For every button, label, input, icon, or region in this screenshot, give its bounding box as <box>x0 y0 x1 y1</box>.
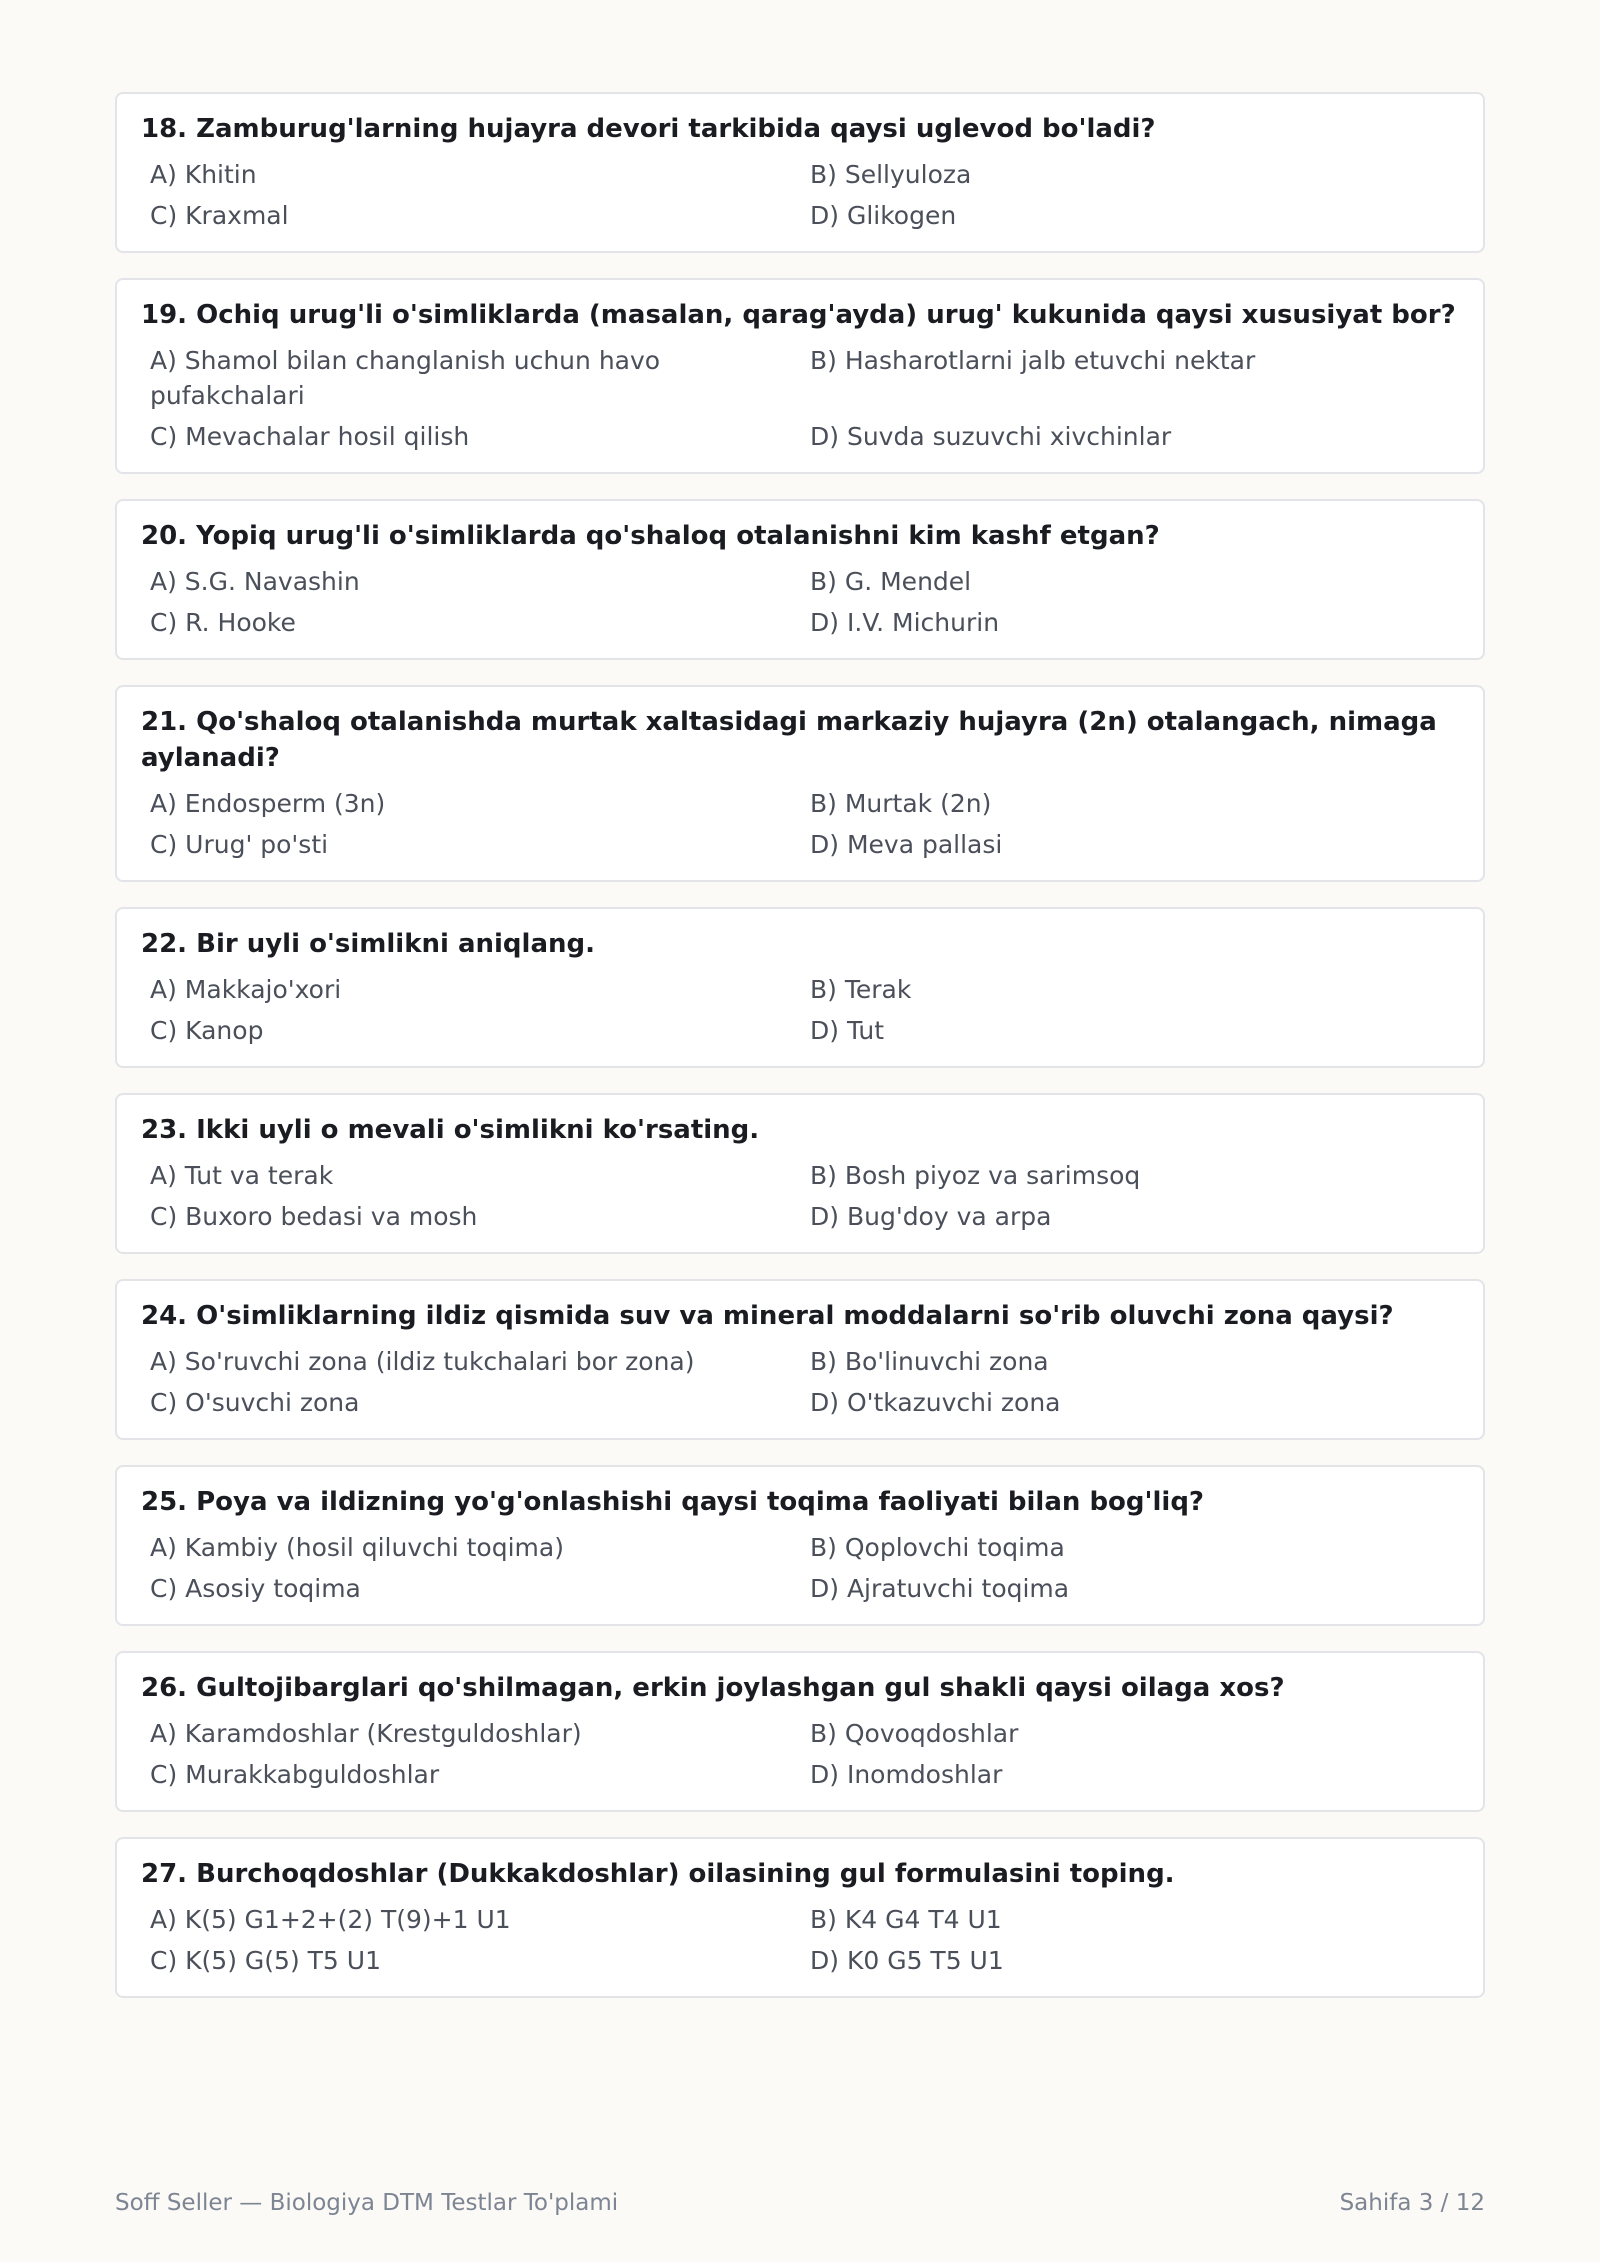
question-number: 23. <box>141 1115 188 1145</box>
question-card <box>115 907 1485 1068</box>
answer-options <box>141 1344 1459 1420</box>
answer-option: B) Murtak (2n) <box>810 789 992 818</box>
answer-option: B) Hasharotlarni jalb etuvchi nektar <box>810 346 1256 375</box>
question-card <box>115 685 1485 882</box>
answer-options <box>141 1716 1459 1792</box>
question-card <box>115 1279 1485 1440</box>
question-text: Gultojibarglari qo'shilmagan, erkin joylashgan gul shakli qaysi oilaga xos? <box>196 1673 1285 1703</box>
answer-option: D) I.V. Michurin <box>810 608 1000 637</box>
answer-option: C) O'suvchi zona <box>150 1388 360 1417</box>
question-text: Poya va ildizning yo'g'onlashishi qaysi toqima faoliyati bilan bog'liq? <box>196 1487 1205 1517</box>
question-number: 25. <box>141 1487 188 1517</box>
answer-option: A) Kambiy (hosil qiluvchi toqima) <box>150 1533 564 1562</box>
question-number: 19. <box>141 300 188 330</box>
answer-option: B) Terak <box>810 975 912 1004</box>
answer-option: A) Makkajo'xori <box>150 975 342 1004</box>
question-title <box>141 1856 1459 1892</box>
question-title <box>141 1112 1459 1148</box>
question-title <box>141 1670 1459 1706</box>
answer-options <box>141 1530 1459 1606</box>
answer-option: B) G. Mendel <box>810 567 972 596</box>
answer-option: A) Endosperm (3n) <box>150 789 386 818</box>
question-card <box>115 1837 1485 1998</box>
answer-option: B) Bosh piyoz va sarimsoq <box>810 1161 1141 1190</box>
answer-option: D) O'tkazuvchi zona <box>810 1388 1061 1417</box>
question-number: 21. <box>141 707 188 737</box>
question-number: 27. <box>141 1859 188 1889</box>
answer-option: C) Mevachalar hosil qilish <box>150 422 470 451</box>
question-title <box>141 1484 1459 1520</box>
question-card <box>115 499 1485 660</box>
answer-option: C) R. Hooke <box>150 608 296 637</box>
question-title <box>141 111 1459 147</box>
question-text: Ochiq urug'li o'simliklarda (masalan, qarag'ayda) urug' kukunida qaysi xususiyat bor? <box>196 300 1456 330</box>
question-text: Bir uyli o'simlikni aniqlang. <box>196 929 595 959</box>
question-title <box>141 704 1459 776</box>
answer-option: D) Suvda suzuvchi xivchinlar <box>810 422 1172 451</box>
answer-option: A) Shamol bilan changlanish uchun havo pufakchalari <box>150 346 661 410</box>
answer-option: A) S.G. Navashin <box>150 567 360 596</box>
answer-option: D) Inomdoshlar <box>810 1760 1003 1789</box>
answer-options <box>141 564 1459 640</box>
answer-option: B) Qoplovchi toqima <box>810 1533 1065 1562</box>
answer-option: D) K0 G5 T5 U1 <box>810 1946 1004 1975</box>
question-text: Ikki uyli o mevali o'simlikni ko'rsating. <box>196 1115 760 1145</box>
answer-options <box>141 786 1459 862</box>
answer-option: D) Meva pallasi <box>810 830 1003 859</box>
answer-option: B) Sellyuloza <box>810 160 972 189</box>
answer-option: C) Asosiy toqima <box>150 1574 361 1603</box>
question-text: O'simliklarning ildiz qismida suv va mineral moddalarni so'rib oluvchi zona qaysi? <box>196 1301 1394 1331</box>
question-text: Zamburug'larning hujayra devori tarkibida qaysi uglevod bo'ladi? <box>196 114 1156 144</box>
question-title <box>141 297 1459 333</box>
page-number: Sahifa 3 / 12 <box>1339 2190 1485 2216</box>
answer-option: D) Tut <box>810 1016 885 1045</box>
answer-options <box>141 343 1459 454</box>
page-footer <box>115 2190 1485 2216</box>
answer-option: B) Qovoqdoshlar <box>810 1719 1019 1748</box>
answer-option: A) K(5) G1+2+(2) T(9)+1 U1 <box>150 1905 511 1934</box>
answer-options <box>141 157 1459 233</box>
footer-title: Soff Seller — Biologiya DTM Testlar To'plami <box>115 2190 619 2216</box>
answer-option: B) Bo'linuvchi zona <box>810 1347 1049 1376</box>
answer-option: C) Buxoro bedasi va mosh <box>150 1202 478 1231</box>
question-card <box>115 1651 1485 1812</box>
answer-option: B) K4 G4 T4 U1 <box>810 1905 1002 1934</box>
question-title <box>141 518 1459 554</box>
question-text: Qo'shaloq otalanishda murtak xaltasidagi markaziy hujayra (2n) otalangach, nimaga aylanadi? <box>141 707 1437 773</box>
question-card <box>115 278 1485 474</box>
question-title <box>141 926 1459 962</box>
question-card <box>115 92 1485 253</box>
question-number: 20. <box>141 521 188 551</box>
answer-option: C) Urug' po'sti <box>150 830 329 859</box>
answer-option: D) Ajratuvchi toqima <box>810 1574 1070 1603</box>
answer-option: C) Kanop <box>150 1016 264 1045</box>
question-card <box>115 1093 1485 1254</box>
answer-option: C) K(5) G(5) T5 U1 <box>150 1946 381 1975</box>
answer-option: A) Tut va terak <box>150 1161 334 1190</box>
answer-options <box>141 1158 1459 1234</box>
question-number: 24. <box>141 1301 188 1331</box>
answer-options <box>141 1902 1459 1978</box>
answer-option: A) Khitin <box>150 160 257 189</box>
question-title <box>141 1298 1459 1334</box>
answer-option: C) Kraxmal <box>150 201 289 230</box>
question-number: 26. <box>141 1673 188 1703</box>
question-card <box>115 1465 1485 1626</box>
answer-option: A) Karamdoshlar (Krestguldoshlar) <box>150 1719 582 1748</box>
answer-options <box>141 972 1459 1048</box>
question-list <box>115 92 1485 2023</box>
question-number: 22. <box>141 929 188 959</box>
answer-option: D) Bug'doy va arpa <box>810 1202 1052 1231</box>
answer-option: C) Murakkabguldoshlar <box>150 1760 440 1789</box>
answer-option: D) Glikogen <box>810 201 957 230</box>
question-number: 18. <box>141 114 188 144</box>
answer-option: A) So'ruvchi zona (ildiz tukchalari bor zona) <box>150 1347 695 1376</box>
question-text: Burchoqdoshlar (Dukkakdoshlar) oilasining gul formulasini toping. <box>196 1859 1175 1889</box>
question-text: Yopiq urug'li o'simliklarda qo'shaloq otalanishni kim kashf etgan? <box>196 521 1160 551</box>
